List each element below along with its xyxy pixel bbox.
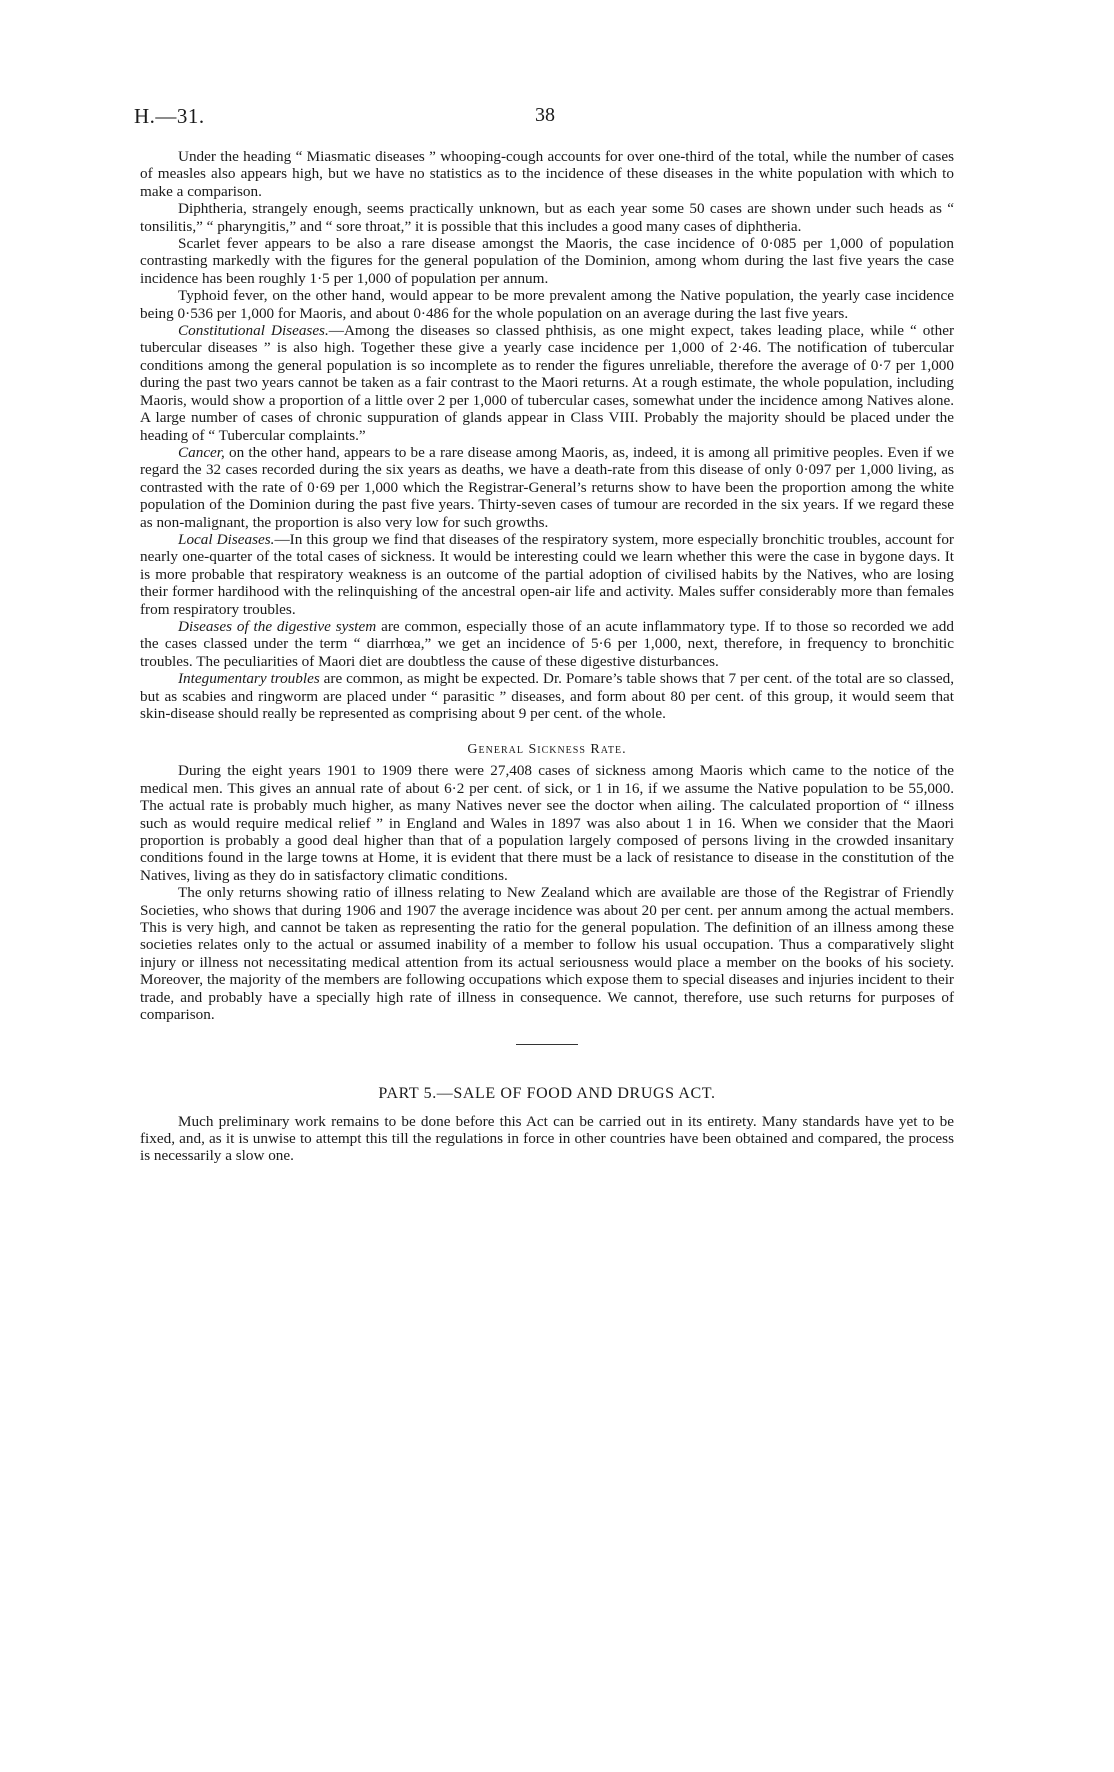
paragraph-text: on the other hand, appears to be a rare disease among Maoris, as, indeed, it is among all primitive peoples. Even if we regard the 32 cases recorded during the six years as deaths, we have a death-rate from this disease of only 0·097 per 1,000 living, as contrasted with the rate of 0·69 per 1,000 which the Registrar-General’s returns show to have been the proportion among the white population of the Dominion during the past five years. Thirty-seven cases of tumour are recorded in the six years. If we regard these as non-malignant, the proportion is also very low for such growths. — [140, 443, 954, 531]
paragraph-text: During the eight years 1901 to 1909 there were 27,408 cases of sickness among Maoris which came to the notice of the medical men. This gives an annual rate of about 6·2 per cent. of sick, or 1 in 16, if we assume the Native population to be 55,000. The actual rate is probably much higher, as many Natives never see the doctor when ailing. The calculated proportion of “ illness such as would require medical relief ” in England and Wales in 1897 was also about 1 in 16. When we consider that the Maori proportion is probably a good deal higher than that of a population largely composed of persons living in the crowded insanitary conditions found in the large towns at Home, it is evident that there must be a lack of resistance to disease in the constitution of the Natives, living as they do in satisfactory climatic conditions. — [140, 762, 954, 884]
paragraph — [140, 444, 954, 531]
paragraph-lead: Cancer, — [178, 443, 225, 461]
paragraph-lead: Constitutional Diseases. — [178, 322, 329, 340]
paragraph — [140, 235, 954, 287]
paragraph — [140, 1113, 954, 1165]
paragraph-text: —In this group we find that diseases of the respiratory system, more especially bronchitic troubles, account for nearly one-quarter of the total cases of sickness. It would be interesting could we learn whether this were the case in bygone days. It is more probable that respiratory weakness is an outcome of the partial adoption of civilised habits by the Natives, who are losing their former hardihood with the relinquishing of the ancestral open-air life and activity. Males suffer considerably more than females from respiratory troubles. — [140, 530, 954, 618]
paragraph-lead: Diseases of the digestive system — [178, 617, 377, 635]
page-header — [134, 104, 954, 148]
paragraph-lead: Local Diseases. — [178, 530, 275, 548]
paragraph — [140, 531, 954, 618]
document-id: H.—31. — [134, 104, 205, 128]
section-sale-of-food-and-drugs — [140, 1113, 954, 1165]
paragraph — [140, 618, 954, 670]
page-number: 38 — [535, 104, 555, 126]
section-divider — [516, 1044, 578, 1045]
section-miasmatic-to-integumentary — [140, 148, 954, 722]
paragraph — [140, 762, 954, 884]
paragraph-text: Scarlet fever appears to be also a rare disease amongst the Maoris, the case incidence of 0·085 per 1,000 of population contrasting markedly with the figures for the general population of the Dominion, among whom during the last five years the case incidence has been roughly 1·5 per 1,000 of population per annum. — [140, 235, 954, 287]
paragraph-lead: Integumentary troubles — [178, 670, 320, 688]
paragraph-text: are common, as might be expected. Dr. Pomare’s table shows that 7 per cent. of the total are so classed, but as scabies and ringworm are placed under “ parasitic ” diseases, and form about 80 per cent. of this group, it would seem that skin-disease should really be represented as comprising about 9 per cent. of the whole. — [140, 670, 954, 722]
part-heading: PART 5.—SALE OF FOOD AND DRUGS ACT. — [378, 1084, 716, 1102]
paragraph — [140, 287, 954, 322]
paragraph — [140, 884, 954, 1023]
paragraph-text: Typhoid fever, on the other hand, would appear to be more prevalent among the Native population, the yearly case incidence being 0·536 per 1,000 for Maoris, and about 0·486 for the whole population on an average during the last five years. — [140, 287, 954, 322]
paragraph-text: Much preliminary work remains to be done before this Act can be carried out in its entirety. Many standards have yet to be fixed, and, as it is unwise to attempt this till the regulations in force in other countries have been obtained and compared, the process is necessarily a slow one. — [140, 1112, 954, 1165]
paragraph-text: Under the heading “ Miasmatic diseases ” whooping-cough accounts for over one-third of the total, while the number of cases of measles also appears high, but we have no statistics as to the incidence of these diseases in the white population with which to make a comparison. — [140, 148, 954, 200]
paragraph-text: Diphtheria, strangely enough, seems practically unknown, but as each year some 50 cases are shown under such heads as “ tonsilitis,” “ pharyngitis,” and “ sore throat,” it is possible that this includes a good many cases of diphtheria. — [140, 200, 954, 235]
paragraph — [140, 322, 954, 444]
paragraph — [140, 148, 954, 200]
paragraph — [140, 670, 954, 722]
paragraph-text: The only returns showing ratio of illness relating to New Zealand which are available are those of the Registrar of Friendly Societies, who shows that during 1906 and 1907 the average incidence was about 20 per cent. per annum among the actual members. This is very high, and cannot be taken as representing the ratio for the general population. The definition of an illness among these societies relates only to the actual or assumed inability of a member to follow his usual occupation. Thus a comparatively slight injury or illness not necessitating medical attention from its actual seriousness would place a member on the books of his society. Moreover, the majority of the members are following occupations which expose them to special diseases and injuries incident to their trade, and probably have a specially high rate of illness in consequence. We cannot, therefore, use such returns for purposes of comparison. — [140, 884, 954, 1024]
section-general-sickness-rate — [140, 762, 954, 1023]
paragraph-text: —Among the diseases so classed phthisis, as one might expect, takes leading place, while “ other tubercular diseases ” is also high. Together these give a yearly case incidence per 1,000 of 2·46. The notification of tubercular conditions among the general population is so incomplete as to render the figures unreliable, therefore the average of 0·7 per 1,000 during the past two years cannot be taken as a fair contrast to the Maori returns. At a rough estimate, the whole population, including Maoris, would show a proportion of a little over 2 per 1,000 of tubercular cases, somewhat under the incidence among Natives alone. A large number of cases of chronic suppuration of glands appear in Class VIII. Probably the majority should be placed under the heading of “ Tubercular complaints.” — [140, 322, 954, 444]
section-heading: General Sickness Rate. — [467, 742, 627, 758]
document-page — [134, 104, 954, 1165]
paragraph — [140, 200, 954, 235]
paragraph-text: are common, especially those of an acute inflammatory type. If to those so recorded we add the cases classed under the term “ diarrhœa,” we get an incidence of 5·6 per 1,000, next, therefore, in frequency to bronchitic troubles. The peculiarities of Maori diet are doubtless the cause of these digestive disturbances. — [140, 617, 954, 670]
